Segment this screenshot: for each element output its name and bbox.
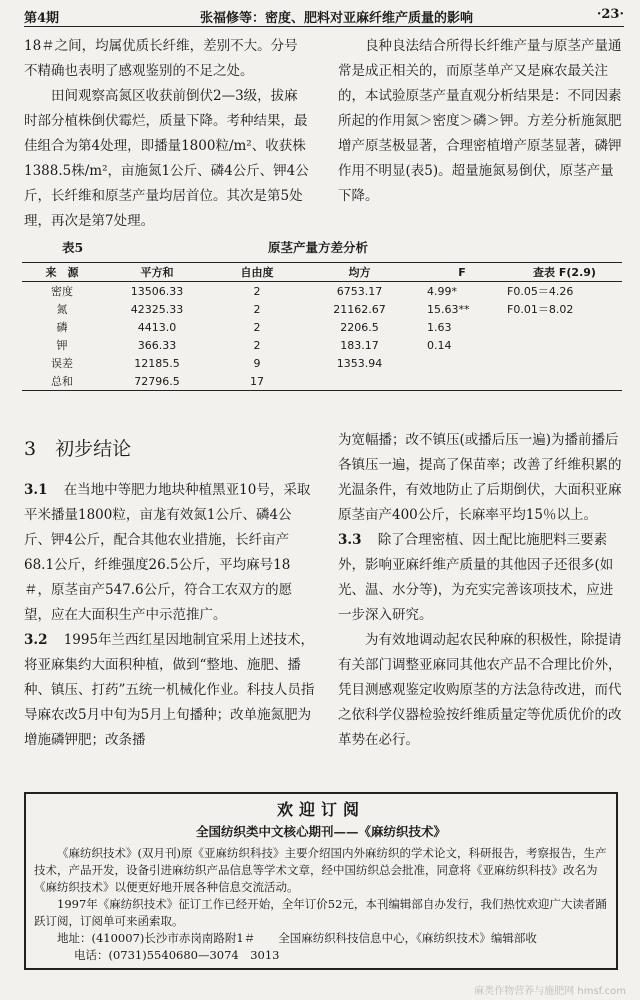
table-cell: 磷 (56, 321, 68, 334)
paragraph-text: 除了合理密植、因土配比施肥料三要素外，影响亚麻纤维产质量的其他因子还很多(如光、温、水分等)，为充实完善该项技术，应进一步深入研究。 (338, 532, 614, 623)
paragraph: 18＃之间，均属优质长纤维，差别不大。分号不精确也表明了感观鉴别的不足之处。 (24, 38, 298, 79)
notice-title: 欢迎订阅 (276, 800, 365, 819)
table-cell: 氮 (56, 303, 68, 316)
paragraph (338, 628, 622, 753)
table-cell: 13506.33 (130, 284, 184, 298)
table-cell (507, 336, 622, 354)
table-row (22, 318, 622, 336)
bottom-right-column (338, 428, 622, 753)
page-number: ·23· (596, 7, 624, 22)
header-source: 来 源 (22, 263, 102, 282)
table-row (22, 336, 622, 354)
paragraph-text: 在当地中等肥力地块种植黑亚10号，采取平米播量1800粒，亩尨有效氮1公斤、磷4公斤、钾4公斤，配合其他农业措施，长纤亩产68.1公斤，纤维强度26.5公斤，平均麻号18＃，原茎亩产547.6公斤，符合工农双方的愿望，应在大面积生产中示范推广。 (24, 482, 311, 623)
table-cell (417, 354, 507, 372)
paragraph-number: 3.3 (338, 532, 362, 548)
section-heading: 3 初步结论 (24, 438, 132, 460)
header-sum-of-squares: 平方和 (102, 263, 212, 282)
table-cell (507, 318, 622, 336)
table-cell: 钾 (56, 339, 68, 352)
table-header-row (22, 263, 622, 282)
table-cell: 2206.5 (340, 320, 379, 334)
table-cell (507, 354, 622, 372)
header-title: 张福修等：密度、肥料对亚麻纤维产质量的影响 (200, 11, 474, 26)
paragraph-number: 3.2 (24, 632, 48, 648)
table-label: 表5 (62, 240, 84, 255)
top-right-column (338, 34, 622, 209)
paragraph-number: 3.1 (24, 482, 48, 498)
paragraph (24, 478, 316, 628)
table-cell: 6753.17 (336, 284, 383, 298)
table-cell: 42325.33 (130, 302, 184, 316)
table-cell (417, 372, 507, 391)
paragraph-text: 1995年兰西红星因地制宜采用上述技术，将亚麻集约大面积种植，做到“整地、施肥、播种、镇压、打药”五统一机械化作业。科技人员指导麻农改5月中旬为5月上旬播种；改单施氮肥为增施磷钾肥；改条播 (24, 632, 315, 748)
notice-phone: 电话：(0731)5540680—3074 3013 (74, 948, 280, 962)
table-cell (302, 372, 417, 391)
table-cell: 183.17 (340, 338, 379, 352)
notice-address: 地址：(410007)长沙市赤岗南路附1＃ 全国麻纺织科技信息中心，《麻纺织技术》编辑部收 (57, 931, 537, 945)
table-cell: 密度 (51, 285, 73, 298)
bottom-left-column (24, 478, 316, 753)
notice-paragraph: 1997年《麻纺织技术》征订工作已经开始，全年订价52元，本刊编辑部自办发行，我们热忱欢迎广大读者踊跃订阅，订阅单可来函索取。 (34, 897, 607, 928)
table-cell (507, 372, 622, 391)
paragraph: 田间观察高氮区收获前倒伏2—3级，拔麻时部分植株倒伏霉烂，质量下降。考种结果，最佳组合为第4处理，即播量1800粒/m²、收获株1388.5株/m²，亩施氮1公斤、磷4公斤、钾4公斤，长纤维和原茎产量均居首位。其次是第5处理，再次是第7处理。 (24, 88, 309, 229)
running-header (24, 4, 624, 27)
table-row (22, 282, 622, 301)
table-cell: 0.14 (427, 338, 452, 352)
table-cell: 15.63** (427, 302, 470, 316)
paragraph-text: 为有效地调动起农民种麻的积极性，除提请有关部门调整亚麻同其他农产品不合理比价外，凭目测感观鉴定收购原茎的方法急待改进，而代之依科学仪器检验按纤维质量定等优质优价的改革势在必行。 (338, 632, 622, 748)
table-cell: 2 (253, 320, 261, 334)
notice-subtitle: 全国纺织类中文核心期刊——《麻纺织技术》 (195, 824, 446, 839)
table-cell: 17 (212, 372, 302, 391)
watermark: 麻类作物营养与施肥网 hmsf.com (474, 986, 626, 997)
paragraph: 良种良法结合所得长纤维产量与原茎产量通常是成正相关的，而原茎单产又是麻农最关注的，本试验原茎产量直观分析结果是：不同因素所起的作用氮＞密度＞磷＞钾。方差分析施氮肥增产原茎极显著，合理密植增产原茎显著，磷钾作用不明显(表5)。超量施氮易倒伏，原茎产量下降。 (338, 38, 622, 204)
table-cell: 21162.67 (333, 302, 386, 316)
table-cell: 4413.0 (137, 320, 177, 334)
header-f: F (417, 263, 507, 282)
table-cell: 2 (253, 302, 261, 316)
header-f-critical: 查表 F(2.9) (507, 263, 622, 282)
table-caption: 原茎产量方差分析 (268, 240, 369, 255)
table-cell: 12185.5 (134, 356, 180, 370)
table-cell: F0.01＝8.02 (507, 303, 574, 316)
table-cell: 1.63 (427, 320, 452, 334)
subscription-notice (24, 792, 618, 970)
table-row (22, 300, 622, 318)
table-row (22, 354, 622, 372)
table-cell: 2 (253, 338, 261, 352)
anova-table (22, 262, 622, 391)
issue-number: 第4期 (24, 11, 60, 26)
table-row (22, 372, 622, 391)
table-cell: F0.05＝4.26 (507, 285, 574, 298)
table-cell: 2 (253, 284, 261, 298)
table-cell: 72796.5 (102, 372, 212, 391)
paragraph (338, 528, 622, 628)
table-cell: 1353.94 (336, 356, 383, 370)
paragraph (24, 628, 316, 753)
paragraph (338, 428, 622, 528)
table-cell: 误差 (51, 357, 73, 370)
header-mean-square: 均方 (302, 263, 417, 282)
notice-paragraph: 《麻纺织技术》(双月刊)原《亚麻纺织科技》主要介绍国内外麻纺织的学术论文，科研报告，考察报告，生产技术，产品开发，设备引进麻纺织产品信息等学术文章，经中国纺织总会批准，同意将《亚麻纺织科技》改名为《麻纺织技术》以便更好地开展各种信息交流活动。 (34, 846, 607, 894)
table-cell: 4.99* (427, 284, 457, 298)
top-left-column (24, 34, 309, 234)
paragraph-text: 为宽幅播；改不镇压(或播后压一遍)为播前播后各镇压一遍，提高了保苗率；改善了纤维积累的光温条件，有效地防止了后期倒伏，大面积亚麻原茎亩产400公斤，长麻率平均15％以上。 (338, 432, 622, 523)
table-cell: 总和 (22, 372, 102, 391)
table-cell: 366.33 (137, 338, 177, 352)
header-degrees-of-freedom: 自由度 (212, 263, 302, 282)
table-cell: 9 (253, 356, 261, 370)
